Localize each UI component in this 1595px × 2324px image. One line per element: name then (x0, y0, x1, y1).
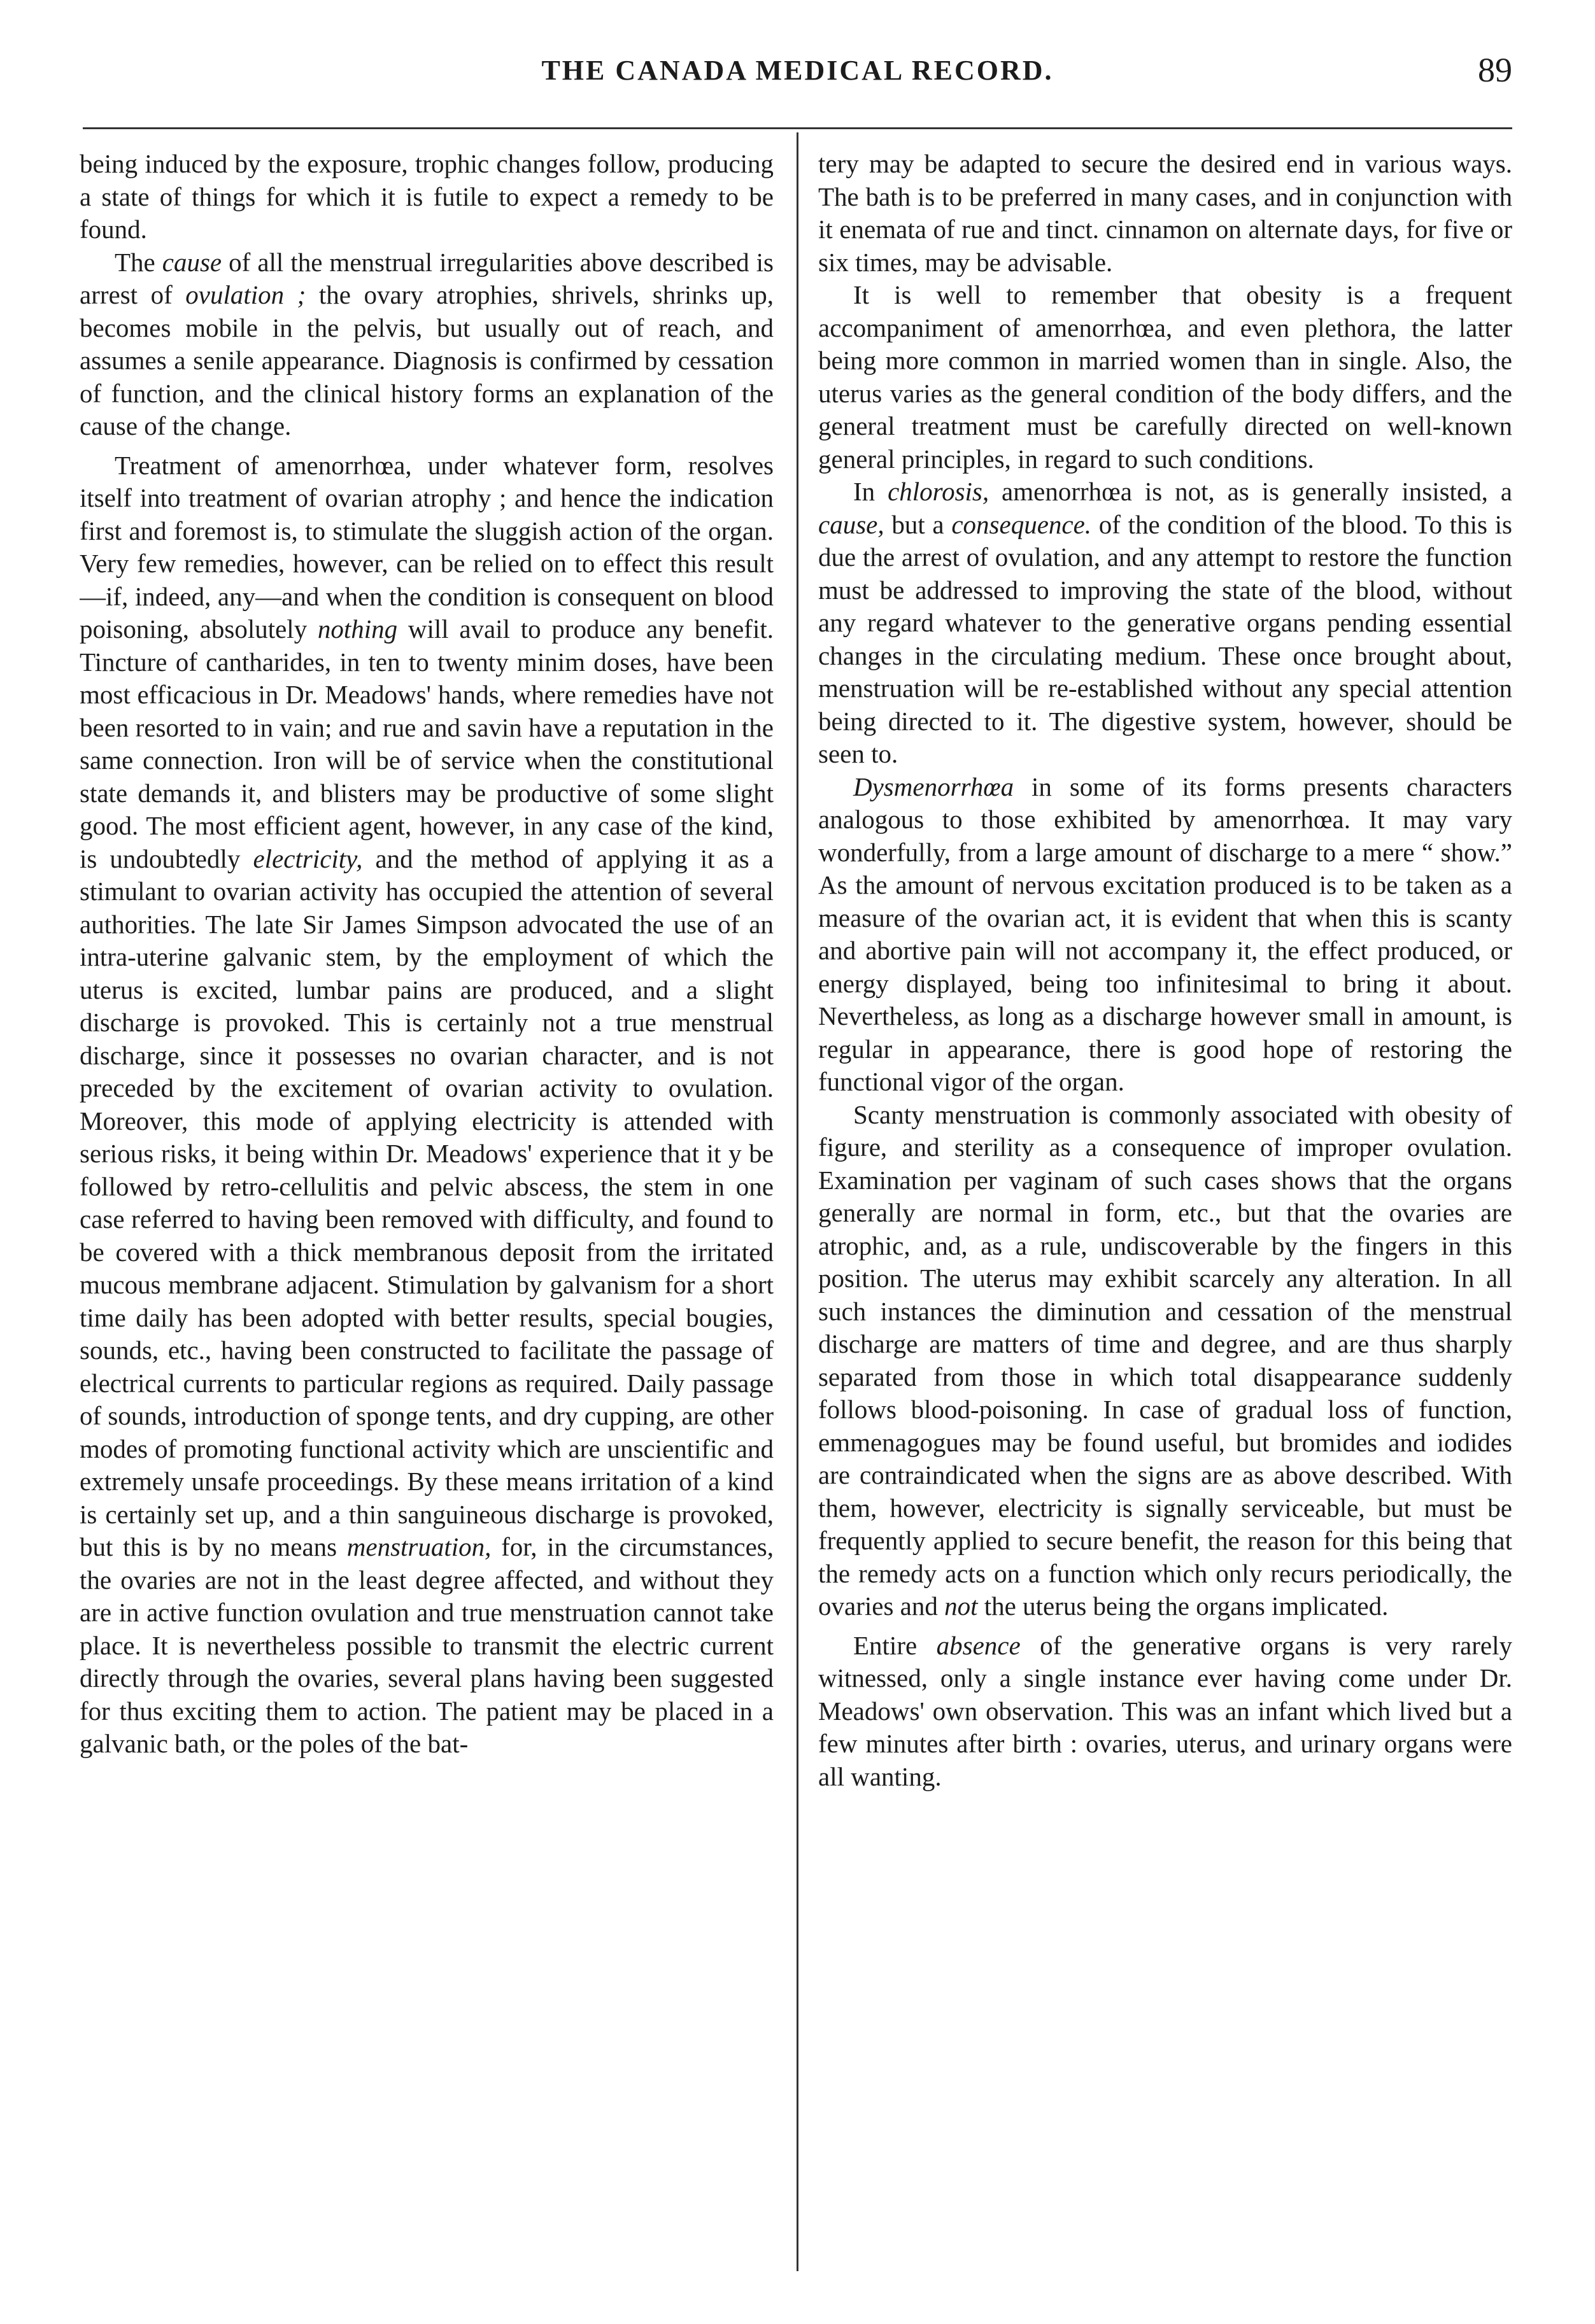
right-column (818, 148, 1512, 2280)
column-divider (797, 132, 798, 2271)
paragraph: Scanty menstruation is commonly associated with obesity of figure, and sterility as a consequence of improper ovulation. Examination per vaginam of such cases shows that the organs generally are normal in form, etc., but that the ovaries are atrophic, and, as a rule, undiscoverable by the fingers in this position. The uterus may exhibit scarcely any alteration. In all such instances the diminution and cessation of the menstrual discharge are matters of time and degree, and are thus sharply separated from those in which total disappearance suddenly follows blood-poisoning. In case of gradual loss of function, emmenagogues may be found useful, but bromides and iodides are contraindicated when the signs are as above described. With them, however, electricity is signally serviceable, but must be frequently applied to secure benefit, the reason for this being that the remedy acts on a function which only recurs periodically, the ovaries and not the uterus being the organs implicated. (818, 1099, 1512, 1621)
paragraph: In chlorosis, amenorrhœa is not, as is generally insisted, a cause, but a consequence. of the condition of the blood. To this is due the arrest of ovulation, and any attempt to restore the function must be addressed to improving the state of the blood, without any regard whatever to the generative organs pending essential changes in the circulating medium. These once brought about, menstruation will be re-established without any special attention being directed to it. The digestive system, however, should be seen to. (818, 477, 1512, 768)
paragraph: Entire absence of the generative organs is very rarely witnessed, only a single instance ever having come under Dr. Meadows' own observation. This was an infant which lived but a few minutes after birth : ovaries, uterus, and urinary organs were all wanting. (818, 1630, 1512, 1791)
paragraph: tery may be adapted to secure the desired end in various ways. The bath is to be preferred in many cases, and in conjunction with it enemata of rue and tinct. cinnamon on alternate days, for five or six times, may be advisable. (818, 149, 1512, 277)
page-header (83, 51, 1512, 105)
paragraph: It is well to remember that obesity is a frequent accompaniment of amenorrhœa, and even plethora, the latter being more common in married women than in single. Also, the uterus varies as the general condition of the body differs, and the general treatment must be carefully directed on well-known general principles, in regard to such conditions. (818, 280, 1512, 474)
page-number: 89 (1478, 51, 1512, 89)
left-column (80, 148, 774, 2280)
paragraph: Treatment of amenorrhœa, under whatever form, resolves itself into treatment of ovarian atrophy ; and hence the indication first and foremost is, to stimulate the sluggish action of the organ. Very few remedies, however, can be relied on to effect this result—if, indeed, any—and when the condition is consequent on blood poisoning, absolutely nothing will avail to produce any benefit. Tincture of cantharides, in ten to twenty minim doses, have been most efficacious in Dr. Meadows' hands, where remedies have not been resorted to in vain; and rue and savin have a reputation in the same connection. Iron will be of service when the constitutional state demands it, and blisters may be productive of some slight good. The most efficient agent, however, in any case of the kind, is undoubtedly electricity, and the method of applying it as a stimulant to ovarian activity has occupied the attention of several authorities. The late Sir James Simpson advocated the use of an intra-uterine galvanic stem, by the employment of which the uterus is excited, lumbar pains are produced, and a slight discharge is provoked. This is certainly not a true menstrual discharge, since it possesses no ovarian character, and is not preceded by the excitement of ovarian activity to ovulation. Moreover, this mode of applying electricity is attended with serious risks, it being within Dr. Meadows' experience that it y be followed by retro-cellulitis and pelvic abscess, the stem in one case referred to having been removed with difficulty, and found to be covered with a thick membranous deposit from the irritated mucous membrane adjacent. Stimulation by galvanism for a short time daily has been adopted with better results, special bougies, sounds, etc., having been constructed to facilitate the passage of electrical currents to particular regions as required. Daily passage of sounds, introduction of sponge tents, and dry cupping, are other modes of promoting functional activity which are unscientific and extremely unsafe proceedings. By these means irritation of a kind is certainly set up, and a thin sanguineous discharge is provoked, but this is by no means menstruation, for, in the circumstances, the ovaries are not in the least degree affected, and without they are in active function ovulation and true menstruation cannot take place. It is nevertheless possible to transmit the electric current directly through the ovaries, several plans having been suggested for thus exciting them to action. The patient may be placed in a galvanic bath, or the poles of the bat- (80, 450, 774, 1758)
paragraph: Dysmenorrhœa in some of its forms presents characters analogous to those exhibited by amenorrhœa. It may vary wonderfully, from a large amount of discharge to a mere “ show.” As the amount of nervous excitation produced is to be taken as a measure of the ovarian act, it is evident that when this is scanty and abortive pain will not accompany it, the effect produced, or energy displayed, being too infinitesimal to bring it about. Nevertheless, as long as a discharge however small in amount, is regular in appearance, there is good hope of restoring the functional vigor of the organ. (818, 771, 1512, 1096)
paragraph: being induced by the exposure, trophic changes follow, producing a state of things for which it is futile to expect a remedy to be found. (80, 149, 774, 244)
header-rule (83, 127, 1512, 129)
running-head: THE CANADA MEDICAL RECORD. (541, 55, 1054, 86)
paragraph: The cause of all the menstrual irregularities above described is arrest of ovulation ; the ovary atrophies, shrivels, shrinks up, becomes mobile in the pelvis, but usually out of reach, and assumes a senile appearance. Diagnosis is confirmed by cessation of function, and the clinical history forms an explanation of the cause of the change. (80, 247, 774, 440)
